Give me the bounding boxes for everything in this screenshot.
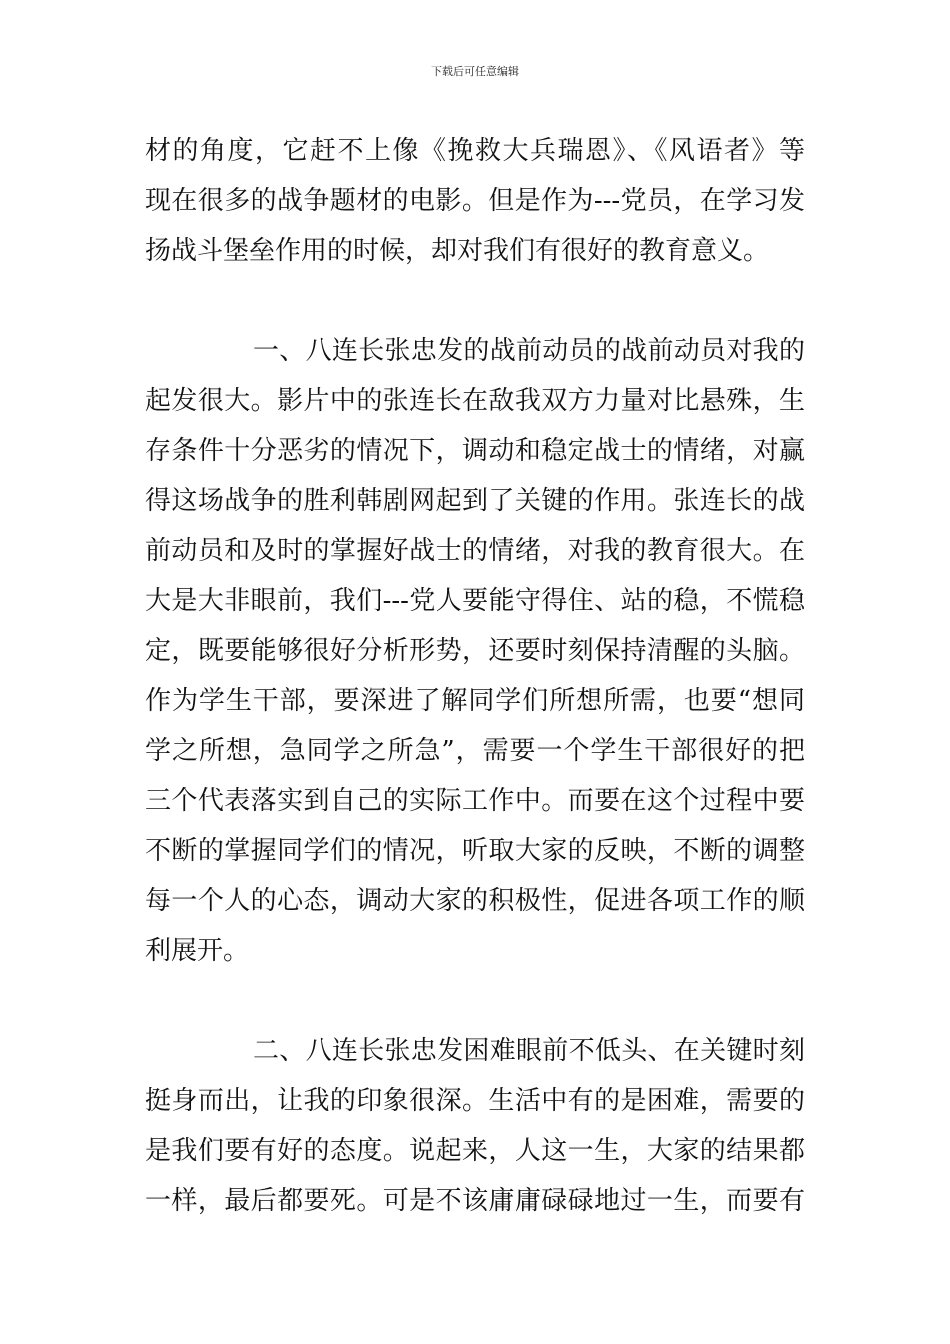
text-line: 利展开。 — [145, 936, 250, 966]
text-line: 二、八连长张忠发困难眼前不低头、在关键时刻 — [253, 1036, 805, 1066]
text-line: 每一个人的心态，调动大家的积极性，促进各项工作的顺 — [145, 886, 805, 916]
text-line: 挺身而出，让我的印象很深。生活中有的是困难，需要的 — [145, 1086, 805, 1116]
text-line: 不断的掌握同学们的情况，听取大家的反映，不断的调整 — [145, 836, 805, 866]
text-line: 作为学生干部，要深进了解同学们所想所需，也要“想同 — [145, 686, 805, 716]
text-line: 定，既要能够很好分析形势，还要时刻保持清醒的头脑。 — [145, 636, 805, 666]
text-line: 存条件十分恶劣的情况下，调动和稳定战士的情绪，对赢 — [145, 436, 805, 466]
text-line: 三个代表落实到自己的实际工作中。而要在这个过程中要 — [145, 786, 805, 816]
text-line: 起发很大。影片中的张连长在敌我双方力量对比悬殊，生 — [145, 386, 805, 416]
text-line: 一、八连长张忠发的战前动员的战前动员对我的 — [253, 336, 805, 366]
text-line: 一样，最后都要死。可是不该庸庸碌碌地过一生，而要有 — [145, 1186, 805, 1216]
page-header: 下载后可任意编辑 — [431, 65, 519, 78]
text-line: 大是大非眼前，我们---党人要能守得住、站的稳，不慌稳 — [145, 586, 805, 616]
text-line: 现在很多的战争题材的电影。但是作为---党员，在学习发 — [145, 186, 805, 216]
text-line: 学之所想，急同学之所急”，需要一个学生干部很好的把 — [145, 736, 805, 766]
text-line: 是我们要有好的态度。说起来，人这一生，大家的结果都 — [145, 1136, 805, 1166]
text-line: 得这场战争的胜利韩剧网起到了关键的作用。张连长的战 — [145, 486, 805, 516]
text-line: 前动员和及时的掌握好战士的情绪，对我的教育很大。在 — [145, 536, 805, 566]
text-line: 扬战斗堡垒作用的时候，却对我们有很好的教育意义。 — [145, 236, 770, 266]
text-line: 材的角度，它赶不上像《挽救大兵瑞恩》、《风语者》等 — [145, 136, 805, 166]
